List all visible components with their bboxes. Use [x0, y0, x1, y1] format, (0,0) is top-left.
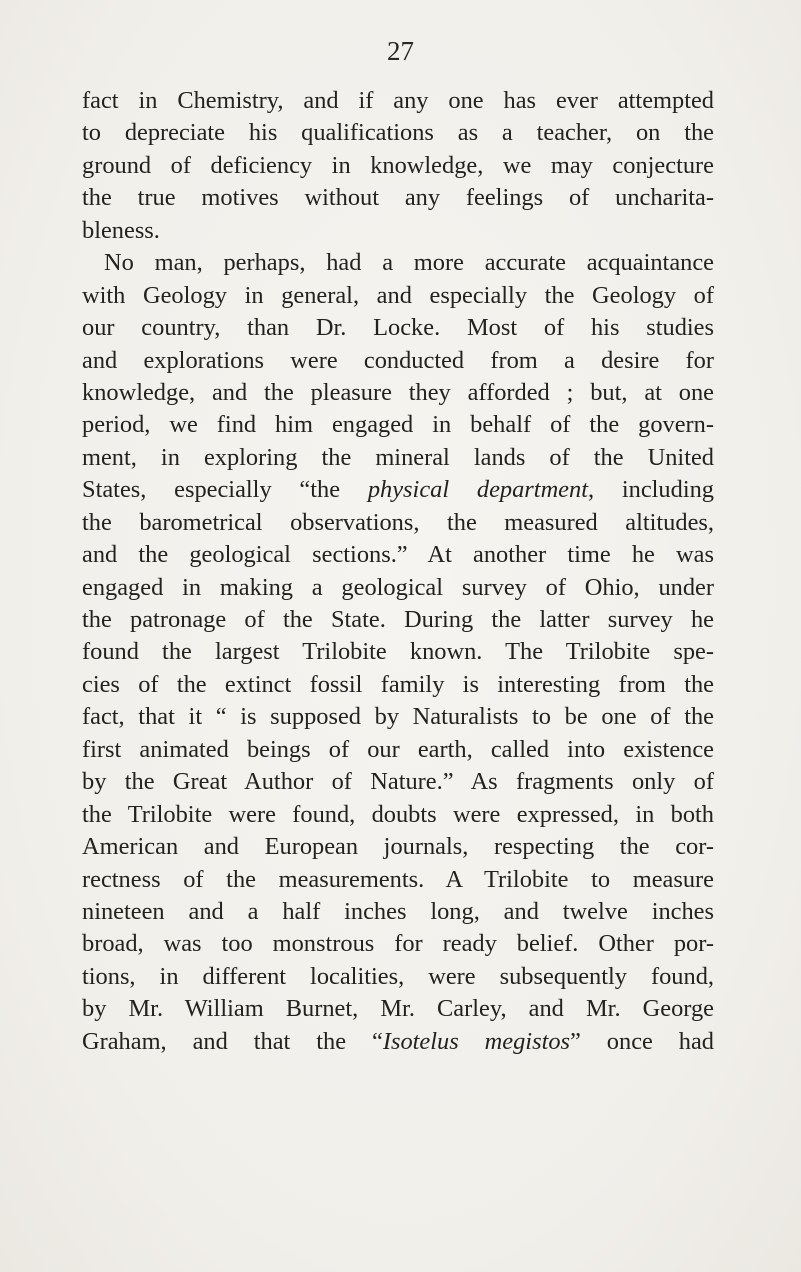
text-line — [82, 215, 714, 247]
text-line — [82, 896, 714, 928]
text-line — [82, 150, 714, 182]
text-line — [82, 507, 714, 539]
text-line — [82, 799, 714, 831]
text-segment: engaged in making a geological survey of Ohio, under — [82, 573, 714, 601]
text-segment: nineteen and a half inches long, and twelve inches — [82, 897, 714, 925]
text-line — [82, 377, 714, 409]
text-line — [82, 961, 714, 993]
text-line — [82, 474, 714, 506]
text-segment: No man, perhaps, had a more accurate acquaintance — [104, 249, 714, 277]
text-line — [82, 701, 714, 733]
text-segment: the Trilobite were found, doubts were expressed, in both — [82, 800, 714, 828]
text-segment: tions, in different localities, were subsequently found, — [82, 962, 714, 990]
text-line — [82, 831, 714, 863]
text-line — [82, 669, 714, 701]
text-line — [82, 409, 714, 441]
text-line — [82, 993, 714, 1025]
text-segment: to depreciate his qualifications as a teacher, on the — [82, 119, 714, 147]
text-segment: rectness of the measurements. A Trilobite to measure — [82, 865, 714, 893]
text-line — [82, 85, 714, 117]
text-segment: the true motives without any feelings of uncharita- — [82, 184, 714, 212]
text-segment: ment, in exploring the mineral lands of the United — [82, 443, 714, 471]
text-segment: by the Great Author of Nature.” As fragments only of — [82, 768, 714, 796]
text-segment: bleness. — [82, 216, 160, 244]
body-text — [82, 85, 714, 1058]
text-line — [82, 928, 714, 960]
text-line — [82, 1026, 714, 1058]
text-segment: by Mr. William Burnet, Mr. Carley, and Mr. George — [82, 995, 714, 1023]
text-segment: broad, was too monstrous for ready belief. Other por- — [82, 930, 714, 958]
text-segment: States, especially “the — [82, 476, 368, 504]
text-segment: and explorations were conducted from a desire for — [82, 346, 714, 374]
text-line — [82, 734, 714, 766]
text-segment: fact, that it “ is supposed by Naturalists to be one of the — [82, 703, 714, 731]
text-segment: the barometrical observations, the measured altitudes, — [82, 508, 714, 536]
text-line — [82, 442, 714, 474]
page-number: 27 — [387, 36, 414, 66]
text-segment: Graham, and that the “ — [82, 1027, 383, 1055]
text-line — [82, 864, 714, 896]
text-segment: fact in Chemistry, and if any one has ever attempted — [82, 87, 714, 114]
text-line — [82, 312, 714, 344]
text-segment: American and European journals, respecting the cor- — [82, 833, 714, 861]
text-segment: ” once had — [570, 1027, 714, 1055]
italic-text: physical department — [367, 476, 588, 504]
text-segment: cies of the extinct fossil family is interesting from the — [82, 670, 714, 698]
text-segment: knowledge, and the pleasure they afforded ; but, at one — [82, 378, 714, 406]
text-segment: period, we find him engaged in behalf of the govern- — [82, 411, 714, 439]
text-segment: , including — [587, 476, 714, 504]
text-line — [82, 247, 714, 279]
text-segment: with Geology in general, and especially the Geology of — [82, 281, 714, 309]
text-segment: and the geological sections.” At another time he was — [82, 541, 714, 569]
text-line — [82, 604, 714, 636]
italic-text: Isotelus megistos — [382, 1027, 571, 1055]
text-segment: found the largest Trilobite known. The Trilobite spe- — [82, 638, 714, 666]
text-line — [82, 182, 714, 214]
text-line — [82, 345, 714, 377]
text-segment: the patronage of the State. During the latter survey he — [82, 606, 714, 633]
text-line — [82, 766, 714, 798]
text-line — [82, 280, 714, 312]
text-line — [82, 539, 714, 571]
text-segment: ground of deficiency in knowledge, we may conjecture — [82, 151, 714, 179]
text-line — [82, 636, 714, 668]
text-line — [82, 572, 714, 604]
text-segment: our country, than Dr. Locke. Most of his studies — [82, 314, 714, 342]
text-segment: first animated beings of our earth, called into existence — [82, 735, 714, 763]
text-line — [82, 117, 714, 149]
